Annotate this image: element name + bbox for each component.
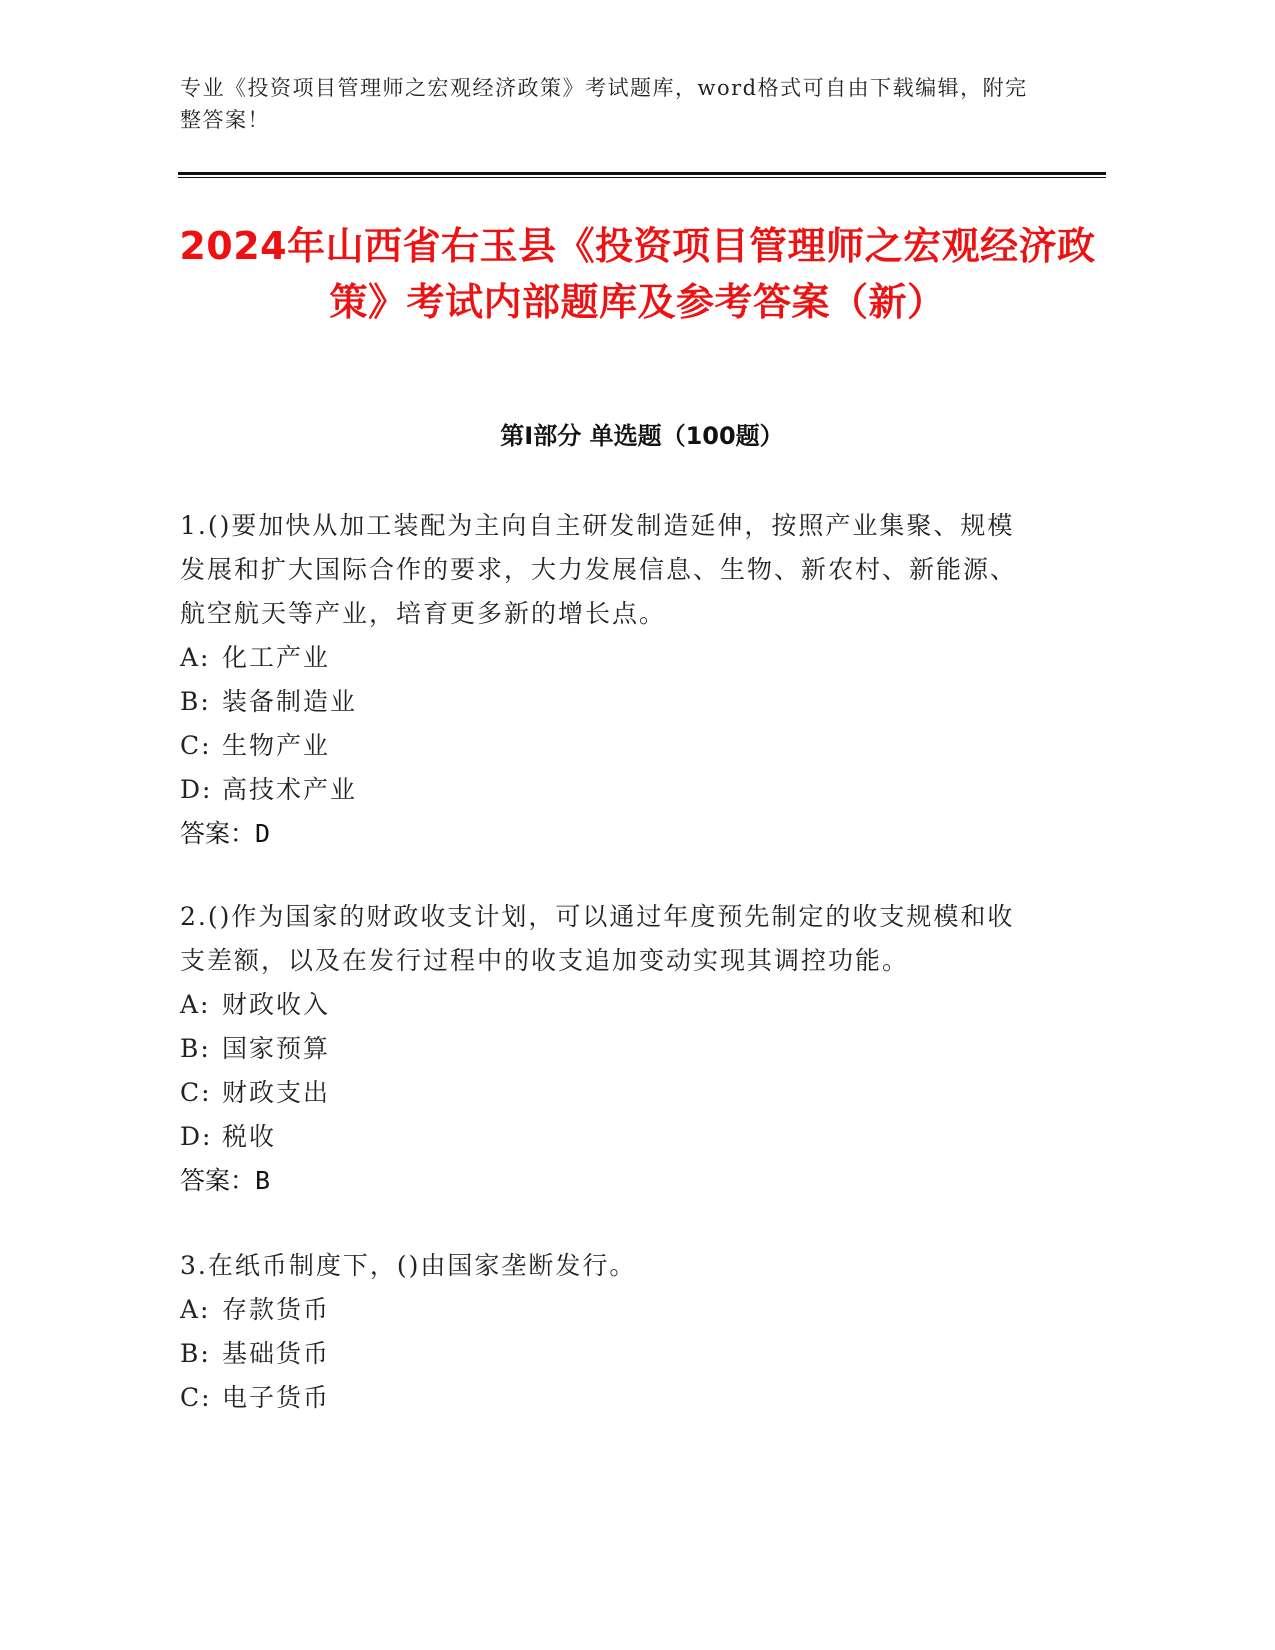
option-letter: B: — [180, 1034, 211, 1063]
question-2 — [180, 895, 1030, 1203]
option-letter: C: — [180, 731, 212, 760]
option-text: 生物产业 — [222, 731, 331, 760]
option-d — [180, 768, 1030, 812]
option-letter: B: — [180, 1339, 211, 1368]
option-text: 装备制造业 — [222, 687, 358, 716]
option-c — [180, 1376, 1030, 1420]
question-1 — [180, 504, 1030, 856]
option-letter: C: — [180, 1078, 212, 1107]
option-text: 存款货币 — [222, 1295, 331, 1324]
header-note: 专业《投资项目管理师之宏观经济政策》考试题库，word格式可自由下载编辑，附完整答案！ — [180, 76, 1028, 132]
answer-label: 答案： — [180, 1166, 256, 1195]
option-b — [180, 1027, 1030, 1071]
document-title: 2024年山西省右玉县《投资项目管理师之宏观经济政策》考试内部题库及参考答案（新） — [179, 224, 1096, 324]
answer-label: 答案： — [180, 819, 256, 848]
option-a — [180, 636, 1030, 680]
option-letter: B: — [180, 687, 211, 716]
question-stem: 2.()作为国家的财政收支计划，可以通过年度预先制定的收支规模和收支差额，以及在发行过程中的收支追加变动实现其调控功能。 — [180, 902, 1015, 975]
option-letter: A: — [180, 1295, 211, 1324]
question-3 — [180, 1244, 1030, 1420]
section-title: 第Ⅰ部分 单选题（100题） — [500, 422, 784, 450]
question-stem: 1.()要加快从加工装配为主向自主研发制造延伸，按照产业集聚、规模发展和扩大国际合作的要求，大力发展信息、生物、新农村、新能源、航空航天等产业，培育更多新的增长点。 — [180, 511, 1018, 628]
option-b — [180, 1332, 1030, 1376]
option-letter: D: — [180, 1122, 213, 1151]
option-letter: C: — [180, 1383, 212, 1412]
option-a — [180, 1288, 1030, 1332]
option-text: 国家预算 — [222, 1034, 331, 1063]
question-stem: 3.在纸币制度下，()由国家垄断发行。 — [180, 1251, 637, 1280]
option-c — [180, 1071, 1030, 1115]
question-answer — [180, 812, 1030, 856]
option-text: 高技术产业 — [222, 775, 358, 804]
option-c — [180, 724, 1030, 768]
option-text: 化工产业 — [222, 643, 331, 672]
question-answer — [180, 1159, 1030, 1203]
option-d — [180, 1115, 1030, 1159]
option-text: 财政收入 — [222, 990, 331, 1019]
option-letter: A: — [180, 643, 211, 672]
header-divider-thick — [178, 172, 1106, 175]
option-letter: D: — [180, 775, 213, 804]
answer-value: B — [255, 1166, 271, 1195]
option-a — [180, 983, 1030, 1027]
option-text: 电子货币 — [222, 1383, 331, 1412]
header-divider-thin — [178, 177, 1106, 178]
option-b — [180, 680, 1030, 724]
option-text: 基础货币 — [222, 1339, 331, 1368]
option-text: 财政支出 — [222, 1078, 331, 1107]
option-text: 税收 — [222, 1122, 277, 1151]
answer-value: D — [255, 819, 271, 848]
option-letter: A: — [180, 990, 211, 1019]
